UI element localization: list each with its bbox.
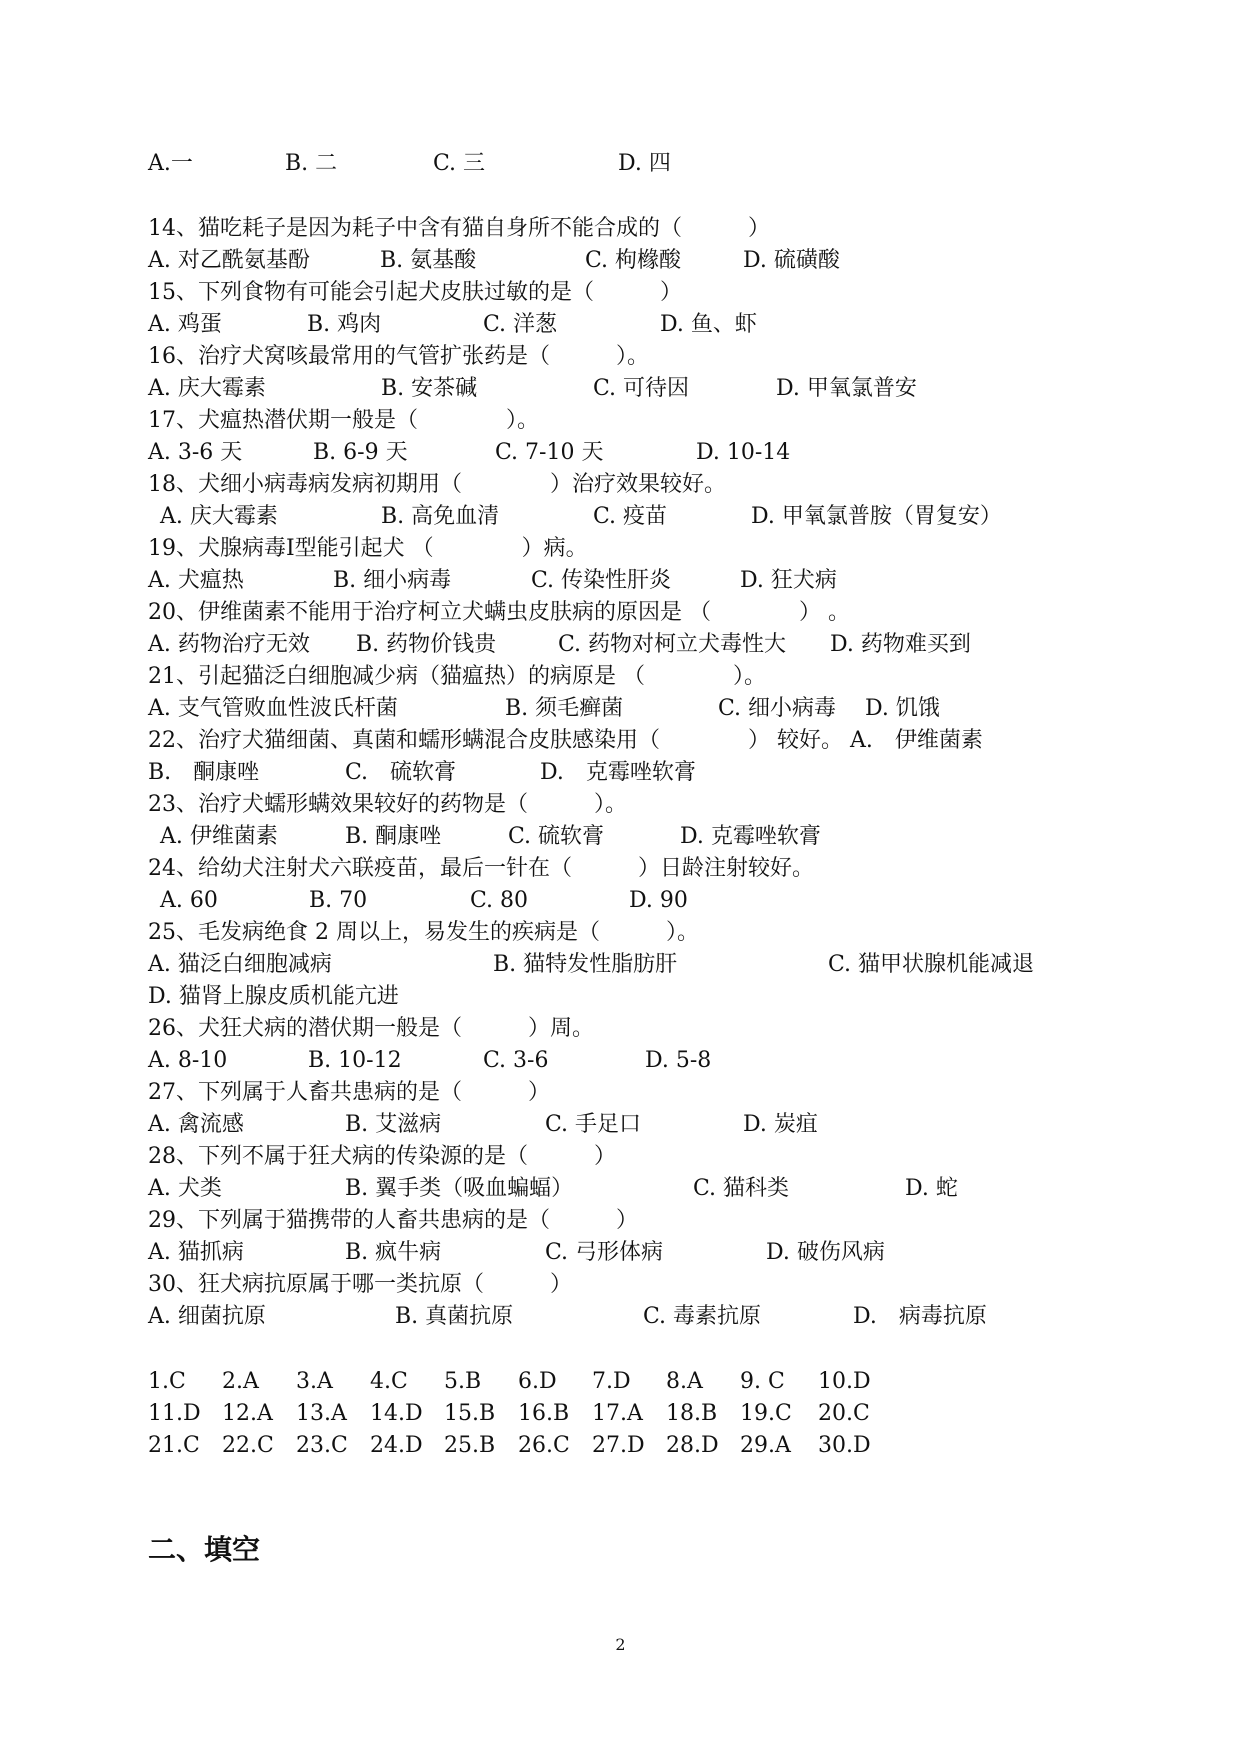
options-row [148,757,1141,789]
answer: 9. C [740,1369,785,1394]
option: A. 药物治疗无效 [148,632,310,657]
answer: 12.A [222,1401,273,1426]
answer: 10.D [818,1369,871,1394]
option: B. 翼手类（吸血蝙蝠） [345,1176,574,1201]
option: D. 饥饿 [865,696,940,721]
answer: 11.D [148,1401,201,1426]
option: C. 猫甲状腺机能减退 [828,952,1035,977]
answer: 19.C [740,1401,792,1426]
question-stem: 28、下列不属于狂犬病的传染源的是（ ） [148,1144,616,1169]
answer: 20.C [818,1401,870,1426]
option: C. 80 [470,888,529,913]
option: C. 毒素抗原 [643,1304,762,1329]
answer: 29.A [740,1433,791,1458]
options-row [148,1237,1141,1269]
option: C. 洋葱 [483,312,558,337]
option: C. 疫苗 [593,504,668,529]
option: D. 10-14 [696,440,791,465]
option: D. 病毒抗原 [853,1304,987,1329]
option: A. 60 [160,888,218,913]
option: C. 可待因 [593,376,690,401]
option: D. 甲氧氯普胺（胃复安） [751,504,1002,529]
option: C. 3-6 [483,1048,549,1073]
option: B. 酮康唑 [345,824,442,849]
options-row [148,629,1141,661]
option: B. 鸡肉 [307,312,382,337]
option: A. 8-10 [148,1048,228,1073]
option: D. 炭疽 [743,1112,818,1137]
option: A. 猫抓病 [148,1240,244,1265]
option: A. 犬瘟热 [148,568,244,593]
options-row [148,949,1141,981]
option: A. 庆大霉素 [160,504,278,529]
answer: 3.A [296,1369,333,1394]
option: D. 药物难买到 [830,632,971,657]
options-row [148,885,1141,917]
question-stem: 27、下列属于人畜共患病的是（ ） [148,1080,550,1105]
option: B. 6-9 天 [313,440,408,465]
option: A. 细菌抗原 [148,1304,266,1329]
answer: 16.B [518,1401,570,1426]
option: D. 猫肾上腺皮质机能亢进 [148,984,399,1009]
question-stem: 16、治疗犬窝咳最常用的气管扩张药是（ ）。 [148,344,649,369]
answer: 6.D [518,1369,557,1394]
question-stem: 24、给幼犬注射犬六联疫苗，最后一针在（ ）日龄注射较好。 [148,856,814,881]
option: D. 甲氧氯普安 [776,376,917,401]
answer: 27.D [592,1433,645,1458]
option: D. 克霉唑软膏 [680,824,821,849]
answer: 26.C [518,1433,570,1458]
answer: 1.C [148,1369,186,1394]
options-row [148,821,1141,853]
options-row [148,1301,1141,1333]
option: A. 支气管败血性波氏杆菌 [148,696,398,721]
answer: 8.A [666,1369,703,1394]
option: D. 四 [618,151,671,176]
option: A. 伊维菌素 [160,824,278,849]
option: C. 细小病毒 [718,696,837,721]
option: B. 猫特发性脂肪肝 [493,952,678,977]
option: B. 高免血清 [381,504,500,529]
options-row [148,1173,1141,1205]
option: D. 鱼、虾 [660,312,757,337]
option: C. 三 [433,151,486,176]
answer-key-row [148,1398,1141,1430]
option: A. 禽流感 [148,1112,244,1137]
option: B. 艾滋病 [345,1112,442,1137]
answer: 17.A [592,1401,643,1426]
options-row [148,1109,1141,1141]
option: B. 须毛癣菌 [505,696,624,721]
options-row [148,565,1141,597]
option: C. 手足口 [545,1112,642,1137]
option: D. 90 [629,888,688,913]
option: B. 疯牛病 [345,1240,442,1265]
option: A. 3-6 天 [148,440,243,465]
answer: 21.C [148,1433,200,1458]
q13-options-row [148,148,1141,180]
options-row [148,309,1141,341]
options-row [148,501,1141,533]
option: A. 对乙酰氨基酚 [148,248,310,273]
option: B. 氨基酸 [380,248,477,273]
option: A. 犬类 [148,1176,222,1201]
option: D. 5-8 [645,1048,712,1073]
answer-key-row [148,1430,1141,1462]
option: D. 破伤风病 [766,1240,885,1265]
answer: 2.A [222,1369,259,1394]
answer: 5.B [444,1369,482,1394]
answer: 28.D [666,1433,719,1458]
answer: 7.D [592,1369,631,1394]
option: C. 7-10 天 [495,440,604,465]
option: D. 硫磺酸 [743,248,840,273]
answer: 24.D [370,1433,423,1458]
option: D. 蛇 [905,1176,958,1201]
options-row [148,693,1141,725]
answer: 23.C [296,1433,348,1458]
answer: 30.D [818,1433,871,1458]
option: C. 猫科类 [693,1176,790,1201]
option: B. 70 [309,888,368,913]
answer: 18.B [666,1401,718,1426]
option: C. 硫软膏 [508,824,605,849]
question-stem: 15、下列食物有可能会引起犬皮肤过敏的是（ ） [148,280,682,305]
question-stem: 25、毛发病绝食 2 周以上，易发生的疾病是（ ）。 [148,920,699,945]
option: D. 克霉唑软膏 [540,760,696,785]
option: B. 二 [285,151,338,176]
question-stem: 26、犬狂犬病的潜伏期一般是（ ）周。 [148,1016,594,1041]
option: B. 细小病毒 [333,568,452,593]
option: B. 药物价钱贵 [356,632,497,657]
option: C. 硫软膏 [345,760,457,785]
options-row-continued [148,981,1141,1013]
question-stem: 17、犬瘟热潜伏期一般是（ ）。 [148,408,539,433]
question-stem: 19、犬腺病毒Ⅰ型能引起犬 （ ）病。 [148,536,588,561]
answer: 4.C [370,1369,408,1394]
section-title: 二、填空 [148,1533,261,1566]
option: B. 真菌抗原 [395,1304,514,1329]
option: C. 弓形体病 [545,1240,664,1265]
answer: 25.B [444,1433,496,1458]
page-number: 2 [615,1635,626,1654]
option: A. 庆大霉素 [148,376,266,401]
answer: 14.D [370,1401,423,1426]
answer: 13.A [296,1401,347,1426]
answer: 15.B [444,1401,496,1426]
options-row [148,373,1141,405]
question-stem: 23、治疗犬蠕形螨效果较好的药物是（ ）。 [148,792,627,817]
options-row [148,245,1141,277]
question-stem: 30、狂犬病抗原属于哪一类抗原（ ） [148,1272,572,1297]
option: C. 药物对柯立犬毒性大 [558,632,787,657]
option: C. 传染性肝炎 [531,568,672,593]
question-stem: 29、下列属于猫携带的人畜共患病的是（ ） [148,1208,638,1233]
option: D. 狂犬病 [740,568,837,593]
question-stem: 18、犬细小病毒病发病初期用（ ）治疗效果较好。 [148,472,726,497]
option: B. 酮康唑 [148,760,260,785]
options-row [148,437,1141,469]
option: B. 安茶碱 [381,376,478,401]
answer-key-row [148,1366,1141,1398]
question-stem: 20、伊维菌素不能用于治疗柯立犬螨虫皮肤病的原因是 （ ） 。 [148,600,850,625]
option: C. 枸橼酸 [585,248,682,273]
answer: 22.C [222,1433,274,1458]
question-stem: 14、猫吃耗子是因为耗子中含有猫自身所不能合成的（ ） [148,216,770,241]
option: A. 猫泛白细胞减病 [148,952,332,977]
options-row [148,1045,1141,1077]
question-stem: 21、引起猫泛白细胞减少病（猫瘟热）的病原是 （ ）。 [148,664,766,689]
option: A.一 [148,151,193,176]
option: B. 10-12 [308,1048,402,1073]
option: A. 鸡蛋 [148,312,222,337]
question-stem: 22、治疗犬猫细菌、真菌和蠕形螨混合皮肤感染用（ ） 较好。 A. 伊维菌素 [148,728,983,753]
